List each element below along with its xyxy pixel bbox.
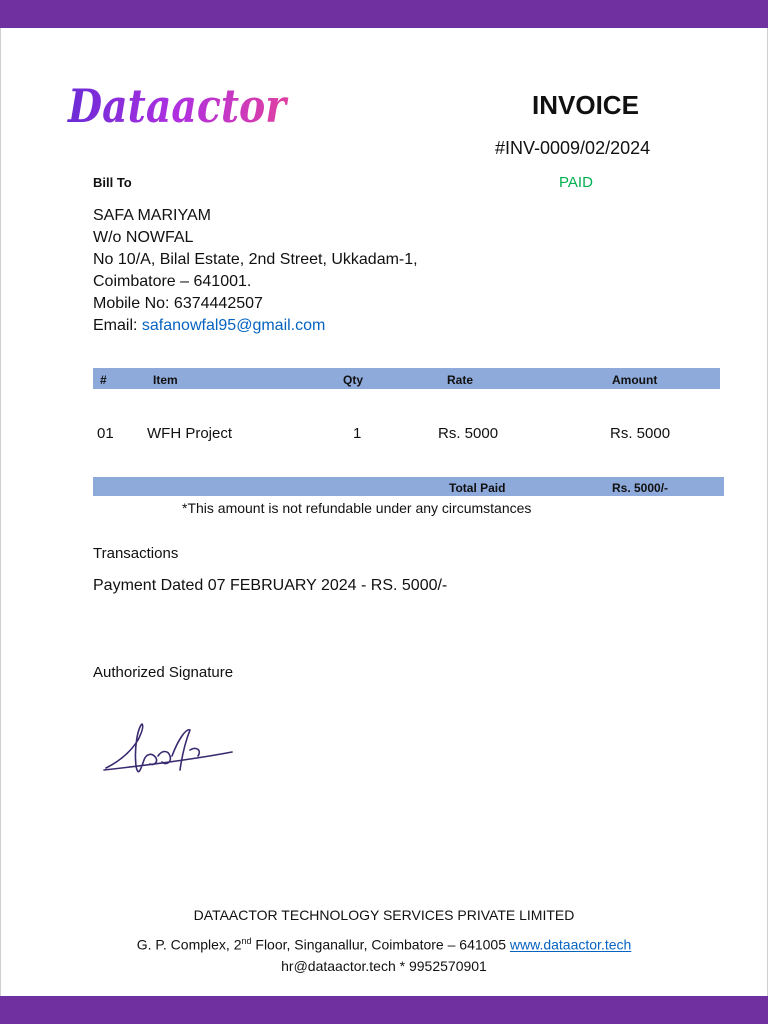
header-number: #	[100, 373, 107, 387]
table-header	[93, 368, 720, 389]
customer-relation: W/o NOWFAL	[93, 229, 194, 246]
row-amount: Rs. 5000	[610, 425, 671, 442]
header-qty: Qty	[343, 373, 364, 387]
refund-note: *This amount is not refundable under any circumstances	[182, 500, 532, 516]
total-label: Total Paid	[449, 481, 506, 495]
total-value: Rs. 5000/-	[612, 481, 669, 495]
company-contact: hr@dataactor.tech * 9952570901	[281, 958, 487, 974]
left-border	[0, 28, 1, 996]
row-item: WFH Project	[147, 425, 233, 442]
signature-image	[100, 710, 240, 790]
bill-to-label: Bill To	[93, 175, 132, 190]
customer-name: SAFA MARIYAM	[93, 207, 211, 224]
transaction-entry: Payment Dated 07 FEBRUARY 2024 - RS. 5000/-	[93, 577, 448, 594]
address-ordinal: nd	[241, 936, 252, 946]
invoice-title: INVOICE	[532, 90, 639, 120]
total-row	[93, 477, 724, 496]
address-end: Floor, Singanallur, Coimbatore – 641005	[251, 936, 510, 953]
company-address	[0, 936, 768, 953]
transactions-heading: Transactions	[93, 545, 179, 562]
bottom-accent-bar	[0, 996, 768, 1024]
row-number: 01	[97, 425, 114, 442]
address-start: G. P. Complex, 2	[136, 936, 242, 953]
header-item: Item	[153, 373, 178, 387]
signature-label: Authorized Signature	[93, 664, 234, 681]
row-qty: 1	[353, 425, 362, 442]
mobile-number: Mobile No: 6374442507	[93, 295, 263, 312]
header-amount: Amount	[612, 373, 658, 387]
address-line-2: Coimbatore – 641001.	[93, 273, 252, 290]
svg-text:Dataactor: Dataactor	[66, 79, 290, 133]
status-badge: PAID	[559, 174, 593, 191]
row-rate: Rs. 5000	[438, 425, 499, 442]
email-label: Email:	[93, 317, 142, 334]
invoice-number: #INV-0009/02/2024	[495, 138, 651, 158]
website-link[interactable]: www.dataactor.tech	[509, 936, 632, 953]
address-line-1: No 10/A, Bilal Estate, 2nd Street, Ukkadam-1,	[93, 251, 418, 268]
company-name: DATAACTOR TECHNOLOGY SERVICES PRIVATE LIMITED	[193, 907, 575, 923]
email-row	[93, 315, 418, 337]
email-link[interactable]: safanowfal95@gmail.com	[141, 317, 326, 334]
header-rate: Rate	[447, 373, 474, 387]
dataactor-logo	[64, 70, 294, 140]
top-accent-bar	[0, 0, 768, 28]
billing-address	[93, 205, 418, 337]
